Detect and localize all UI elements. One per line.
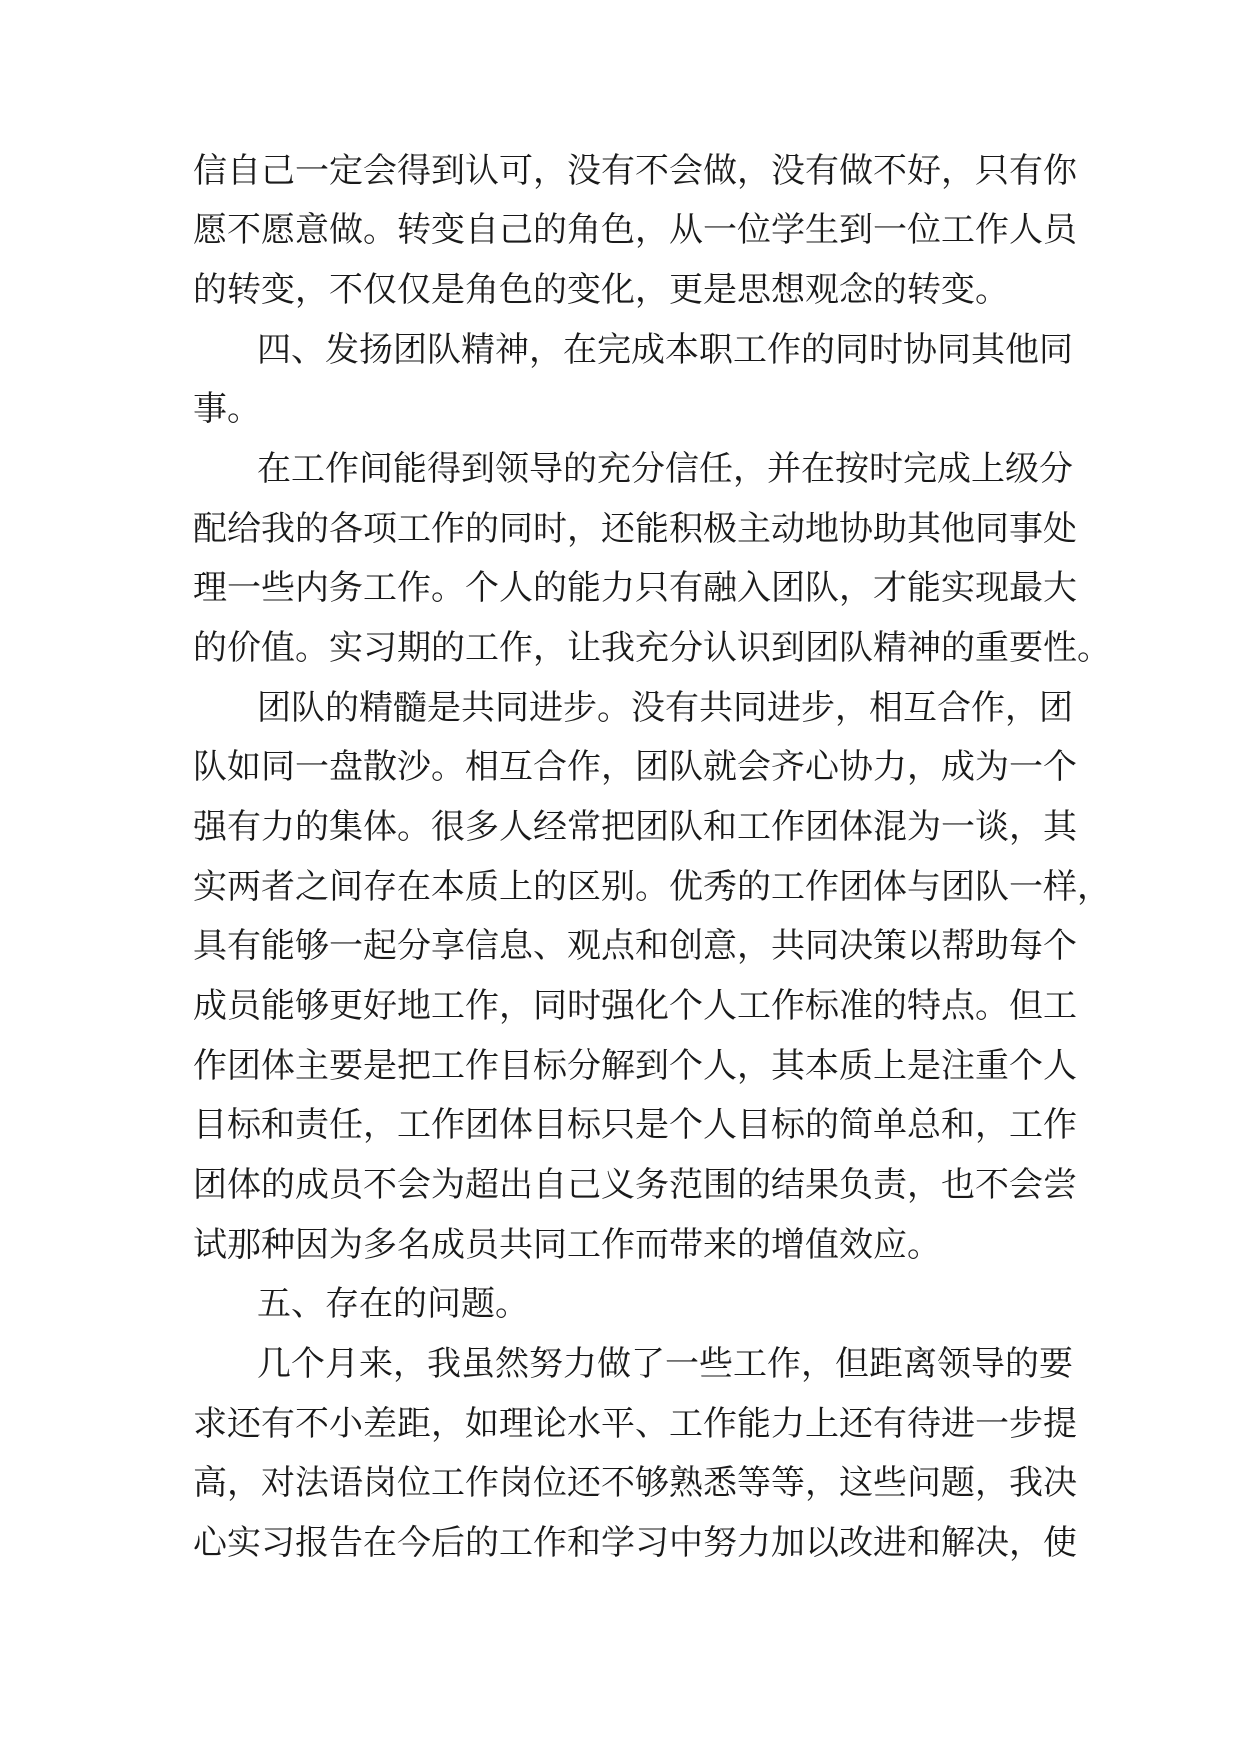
text-line: 高，对法语岗位工作岗位还不够熟悉等等，这些问题，我决 (193, 1463, 1077, 1503)
text-line: 理一些内务工作。个人的能力只有融入团队，才能实现最大 (193, 568, 1077, 608)
text-line: 目标和责任，工作团体目标只是个人目标的简单总和，工作 (193, 1105, 1077, 1145)
text-line: 团体的成员不会为超出自己义务范围的结果负责，也不会尝 (193, 1165, 1077, 1205)
text-line: 在工作间能得到领导的充分信任，并在按时完成上级分 (257, 449, 1073, 489)
text-line: 几个月来，我虽然努力做了一些工作，但距离领导的要 (257, 1344, 1073, 1384)
text-line: 试那种因为多名成员共同工作而带来的增值效应。 (193, 1225, 941, 1265)
text-line: 强有力的集体。很多人经常把团队和工作团体混为一谈，其 (193, 807, 1077, 847)
text-line: 事。 (193, 389, 261, 429)
text-line: 的价值。实习期的工作，让我充分认识到团队精神的重要性。 (193, 628, 1111, 668)
text-line: 求还有不小差距，如理论水平、工作能力上还有待进一步提 (193, 1404, 1077, 1444)
section-heading: 五、存在的问题。 (257, 1284, 529, 1324)
text-line: 具有能够一起分享信息、观点和创意，共同决策以帮助每个 (193, 926, 1077, 966)
text-line: 的转变，不仅仅是角色的变化，更是思想观念的转变。 (193, 270, 1009, 310)
text-line: 配给我的各项工作的同时，还能积极主动地协助其他同事处 (193, 509, 1077, 549)
text-line: 作团体主要是把工作目标分解到个人，其本质上是注重个人 (193, 1046, 1077, 1086)
text-line: 信自己一定会得到认可，没有不会做，没有做不好，只有你 (193, 151, 1077, 191)
text-line: 实两者之间存在本质上的区别。优秀的工作团体与团队一样， (193, 867, 1111, 907)
text-line: 团队的精髓是共同进步。没有共同进步，相互合作，团 (257, 688, 1073, 728)
section-heading: 四、发扬团队精神，在完成本职工作的同时协同其他同 (257, 330, 1073, 370)
text-line: 成员能够更好地工作，同时强化个人工作标准的特点。但工 (193, 986, 1077, 1026)
text-line: 队如同一盘散沙。相互合作，团队就会齐心协力，成为一个 (193, 747, 1077, 787)
text-line: 愿不愿意做。转变自己的角色，从一位学生到一位工作人员 (193, 210, 1077, 250)
text-line: 心实习报告在今后的工作和学习中努力加以改进和解决，使 (193, 1523, 1077, 1563)
